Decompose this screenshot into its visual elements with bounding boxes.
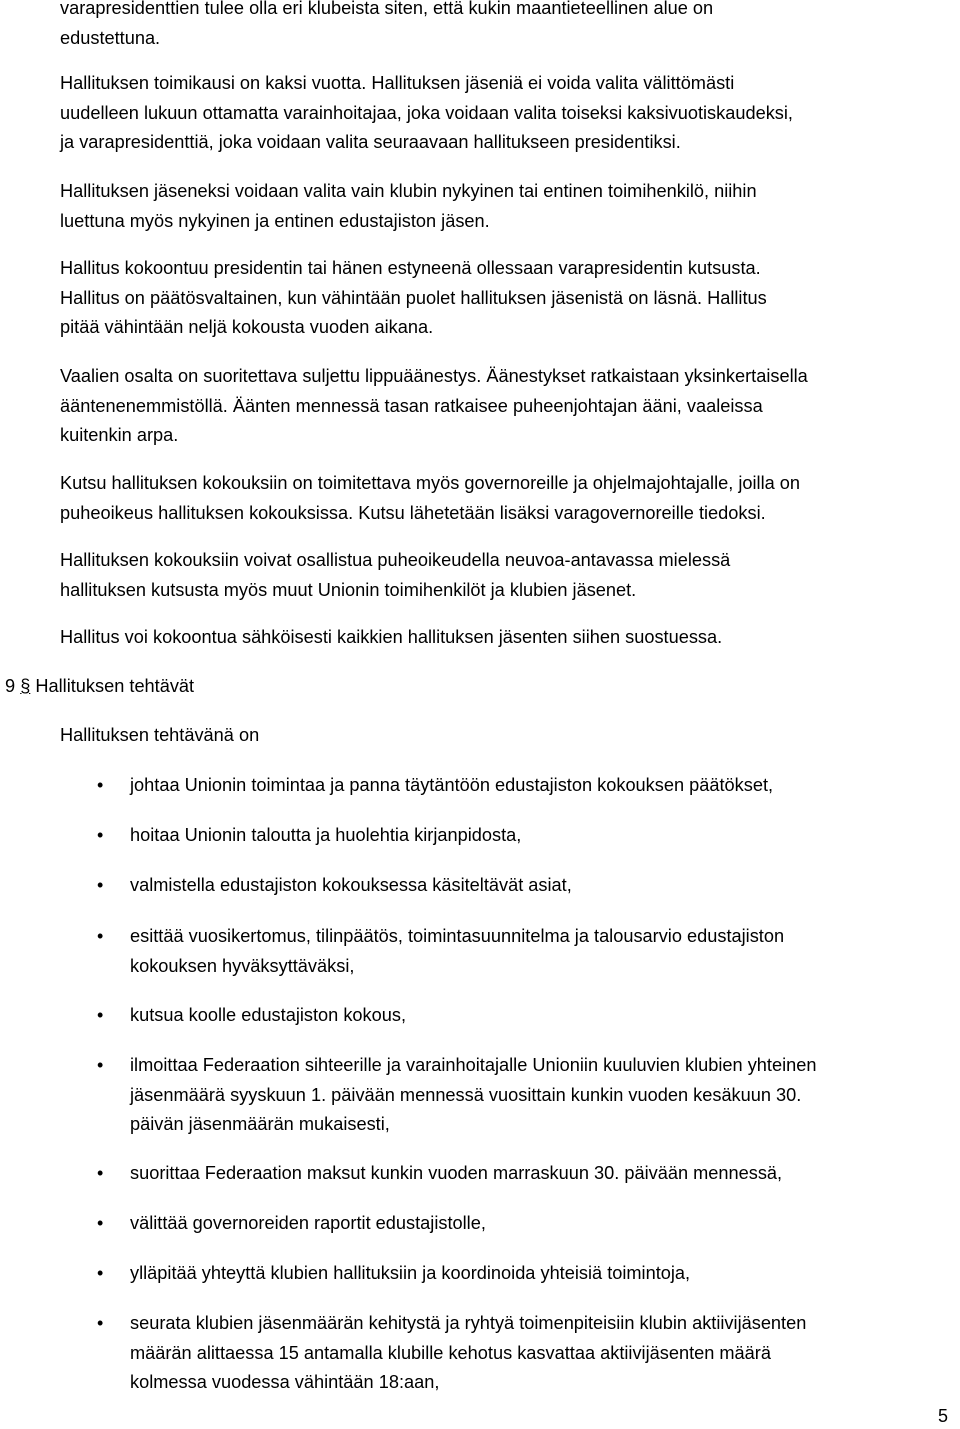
list-item-text: valmistella edustajiston kokouksessa käsiteltävät asiat, bbox=[130, 875, 572, 895]
section-symbol: § bbox=[20, 676, 31, 696]
text-line: Hallituksen jäseneksi voidaan valita vain klubin nykyinen tai entinen toimihenkilö, niihin bbox=[60, 181, 757, 201]
text-line: varapresidenttien tulee olla eri klubeista siten, että kukin maantieteellinen alue on bbox=[60, 0, 714, 18]
section-number: 9 bbox=[5, 676, 16, 696]
bullet-icon: • bbox=[97, 1313, 104, 1333]
list-item-text: päivän jäsenmäärän mukaisesti, bbox=[130, 1114, 390, 1134]
list-item-text: jäsenmäärä syyskuun 1. päivään mennessä vuosittain kunkin vuoden kesäkuun 30. bbox=[130, 1084, 802, 1105]
list-item-text: välittää governoreiden raportit edustajistolle, bbox=[130, 1213, 486, 1233]
list-item-text: ilmoittaa Federaation sihteerille ja varainhoitajalle Unioniin kuuluvien klubien yhteinen bbox=[130, 1055, 817, 1075]
paragraph-5 bbox=[60, 362, 950, 451]
paragraph-4 bbox=[60, 254, 950, 343]
text-line: uudelleen lukuun ottamatta varainhoitajaa, joka voidaan valita toiseksi kaksivuotiskaudeksi, bbox=[60, 102, 793, 123]
paragraph-7 bbox=[60, 546, 950, 605]
bullet-icon: • bbox=[97, 1163, 104, 1183]
text-line: kuitenkin arpa. bbox=[60, 425, 179, 445]
text-line: Kutsu hallituksen kokouksiin on toimitettava myös governoreille ja ohjelmajohtajalle, joilla on bbox=[60, 473, 801, 493]
text-line: hallituksen kutsusta myös muut Unionin toimihenkilöt ja klubien jäsenet. bbox=[60, 579, 637, 600]
text-line: luettuna myös nykyinen ja entinen edustajiston jäsen. bbox=[60, 210, 490, 231]
list-item-text: hoitaa Unionin taloutta ja huolehtia kirjanpidosta, bbox=[130, 825, 522, 845]
text-line: Hallitus on päätösvaltainen, kun vähintään puolet hallituksen jäsenistä on läsnä. Hallitus bbox=[60, 287, 767, 308]
list-item-text: esittää vuosikertomus, tilinpäätös, toimintasuunnitelma ja talousarvio edustajiston bbox=[130, 926, 785, 946]
bullet-icon: • bbox=[97, 1263, 104, 1283]
text-line: Hallituksen kokouksiin voivat osallistua puheoikeudella neuvoa-antavassa mielessä bbox=[60, 550, 731, 570]
text-line: ääntenenemmistöllä. Äänten mennessä tasan ratkaisee puheenjohtajan ääni, vaaleissa bbox=[60, 395, 763, 416]
text-line: Hallitus voi kokoontua sähköisesti kaikkien hallituksen jäsenten siihen suostuessa. bbox=[60, 627, 723, 647]
paragraph-1 bbox=[60, 0, 950, 53]
text-line: ja varapresidenttiä, joka voidaan valita seuraavaan hallitukseen presidentiksi. bbox=[60, 132, 681, 152]
list-item-text: suorittaa Federaation maksut kunkin vuoden marraskuun 30. päivään mennessä, bbox=[130, 1163, 783, 1183]
bullet-icon: • bbox=[97, 1005, 104, 1025]
list-item-text: ylläpitää yhteyttä klubien hallituksiin ja koordinoida yhteisiä toimintoja, bbox=[130, 1263, 691, 1283]
list-item-text: kutsua koolle edustajiston kokous, bbox=[130, 1005, 407, 1025]
bullet-icon: • bbox=[97, 875, 104, 895]
list-item-text: määrän alittaessa 15 antamalla klubille kehotus kasvattaa aktiivijäsenten määrä bbox=[130, 1342, 771, 1363]
paragraph-8 bbox=[60, 623, 950, 653]
bullet-icon: • bbox=[97, 1213, 104, 1233]
section-intro bbox=[60, 721, 950, 751]
bullet-icon: • bbox=[97, 825, 104, 845]
text-line: edustettuna. bbox=[60, 27, 161, 48]
text-line: Vaalien osalta on suoritettava suljettu lippuäänestys. Äänestykset ratkaistaan yksinkertaisella bbox=[60, 366, 808, 386]
text-line: puheoikeus hallituksen kokouksissa. Kutsu lähetetään lisäksi varagovernoreille tiedoksi. bbox=[60, 502, 766, 523]
text-line: Hallituksen toimikausi on kaksi vuotta. Hallituksen jäseniä ei voida valita välittömästi bbox=[60, 73, 735, 93]
page-number: 5 bbox=[937, 1406, 948, 1426]
list-item-text: johtaa Unionin toimintaa ja panna täytäntöön edustajiston kokouksen päätökset, bbox=[130, 775, 774, 795]
section-heading bbox=[5, 672, 194, 702]
list-item-text: seurata klubien jäsenmäärän kehitystä ja ryhtyä toimenpiteisiin klubin aktiivijäsenten bbox=[130, 1313, 807, 1333]
paragraph-3 bbox=[60, 177, 950, 236]
list-item-text: kolmessa vuodessa vähintään 18:aan, bbox=[130, 1372, 440, 1392]
paragraph-2 bbox=[60, 69, 950, 158]
bullet-icon: • bbox=[97, 926, 104, 946]
list-item-text: kokouksen hyväksyttäväksi, bbox=[130, 955, 355, 976]
bullet-icon: • bbox=[97, 1055, 104, 1075]
text-line: Hallitus kokoontuu presidentin tai hänen estyneenä ollessaan varapresidentin kutsusta. bbox=[60, 258, 761, 278]
text-line: pitää vähintään neljä kokousta vuoden aikana. bbox=[60, 317, 434, 337]
paragraph-6 bbox=[60, 469, 950, 528]
bullet-icon: • bbox=[97, 775, 104, 795]
section-title: Hallituksen tehtävät bbox=[35, 676, 195, 696]
text-line: Hallituksen tehtävänä on bbox=[60, 725, 260, 745]
